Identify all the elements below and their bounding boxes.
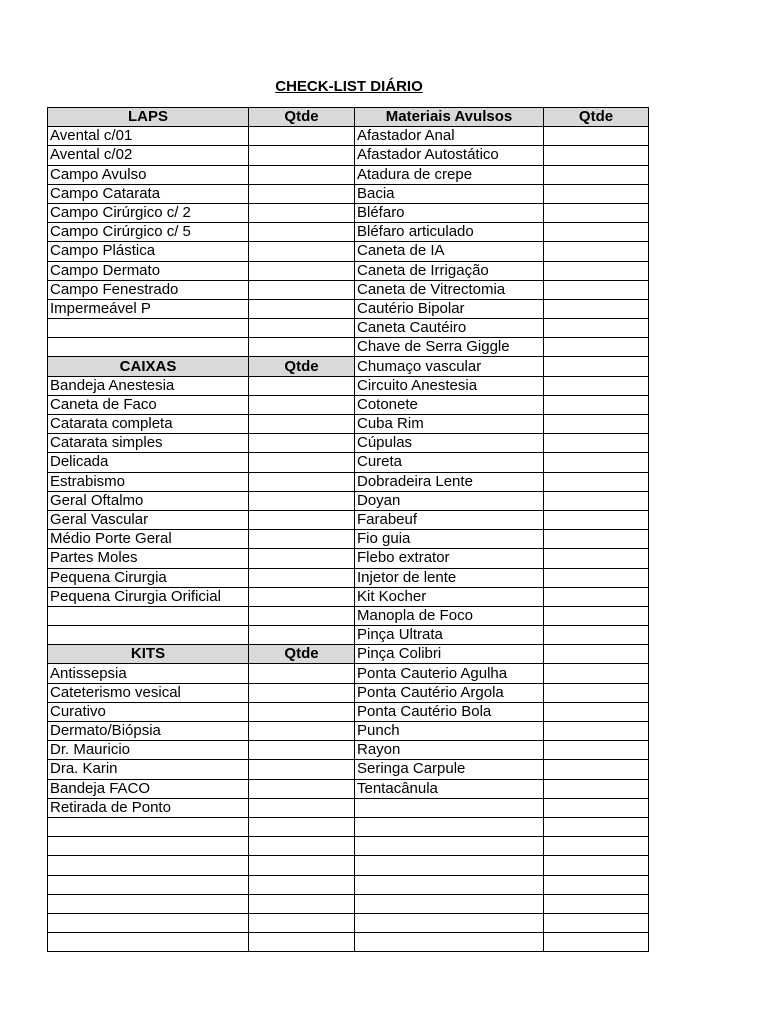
- table-row: [48, 338, 649, 357]
- qtde-cell[interactable]: [544, 510, 649, 529]
- item-name-cell: Bandeja Anestesia: [48, 376, 249, 395]
- item-name-cell: Avental c/02: [48, 146, 249, 165]
- qtde-cell[interactable]: [544, 434, 649, 453]
- item-name-cell: Fio guia: [355, 530, 544, 549]
- qtde-cell[interactable]: [544, 299, 649, 318]
- table-row: [48, 856, 649, 875]
- qtde-cell[interactable]: [249, 280, 355, 299]
- qtde-cell[interactable]: [249, 242, 355, 261]
- qtde-cell[interactable]: [249, 856, 355, 875]
- qtde-cell[interactable]: [544, 587, 649, 606]
- qtde-cell[interactable]: [544, 376, 649, 395]
- item-name-cell: Estrabismo: [48, 472, 249, 491]
- item-name-cell: Cotonete: [355, 395, 544, 414]
- item-name-cell: Caneta de Irrigação: [355, 261, 544, 280]
- qtde-cell[interactable]: [249, 664, 355, 683]
- table-row: [48, 472, 649, 491]
- qtde-cell[interactable]: [544, 798, 649, 817]
- item-name-cell: [355, 894, 544, 913]
- table-row: [48, 549, 649, 568]
- qtde-cell[interactable]: [544, 357, 649, 376]
- qtde-cell[interactable]: [249, 395, 355, 414]
- qtde-cell[interactable]: [544, 184, 649, 203]
- item-name-cell: Médio Porte Geral: [48, 530, 249, 549]
- item-name-cell: [355, 875, 544, 894]
- qtde-cell[interactable]: [249, 837, 355, 856]
- qtde-cell[interactable]: [544, 664, 649, 683]
- table-row: [48, 261, 649, 280]
- table-row: [48, 568, 649, 587]
- qtde-cell[interactable]: [544, 645, 649, 664]
- item-name-cell: Cuba Rim: [355, 415, 544, 434]
- item-name-cell: Catarata simples: [48, 434, 249, 453]
- qtde-cell[interactable]: [249, 779, 355, 798]
- item-name-cell: Campo Catarata: [48, 184, 249, 203]
- item-name-cell: [48, 933, 249, 952]
- section-header-kits: KITS: [48, 645, 249, 664]
- qtde-cell[interactable]: [249, 894, 355, 913]
- qtde-header: Qtde: [249, 357, 355, 376]
- item-name-cell: [355, 913, 544, 932]
- item-name-cell: Farabeuf: [355, 510, 544, 529]
- qtde-cell[interactable]: [249, 875, 355, 894]
- item-name-cell: [48, 837, 249, 856]
- qtde-cell[interactable]: [249, 722, 355, 741]
- item-name-cell: Caneta de Faco: [48, 395, 249, 414]
- qtde-cell[interactable]: [249, 683, 355, 702]
- item-name-cell: Atadura de crepe: [355, 165, 544, 184]
- item-name-cell: Dobradeira Lente: [355, 472, 544, 491]
- item-name-cell: Cúpulas: [355, 434, 544, 453]
- table-row: [48, 223, 649, 242]
- qtde-cell[interactable]: [544, 837, 649, 856]
- table-row: [48, 760, 649, 779]
- item-name-cell: Seringa Carpule: [355, 760, 544, 779]
- qtde-cell[interactable]: [249, 338, 355, 357]
- table-row: [48, 683, 649, 702]
- item-name-cell: Bacia: [355, 184, 544, 203]
- table-row: [48, 933, 649, 952]
- item-name-cell: Injetor de lente: [355, 568, 544, 587]
- qtde-cell[interactable]: [544, 606, 649, 625]
- item-name-cell: Geral Oftalmo: [48, 491, 249, 510]
- item-name-cell: Afastador Autostático: [355, 146, 544, 165]
- qtde-cell[interactable]: [544, 165, 649, 184]
- item-name-cell: Cautério Bipolar: [355, 299, 544, 318]
- table-row: [48, 395, 649, 414]
- qtde-cell[interactable]: [249, 319, 355, 338]
- qtde-cell[interactable]: [249, 510, 355, 529]
- qtde-cell[interactable]: [544, 722, 649, 741]
- table-row: [48, 530, 649, 549]
- item-name-cell: Campo Dermato: [48, 261, 249, 280]
- qtde-cell[interactable]: [249, 933, 355, 952]
- qtde-cell[interactable]: [249, 223, 355, 242]
- qtde-cell[interactable]: [249, 127, 355, 146]
- table-row: [48, 184, 649, 203]
- table-row: [48, 817, 649, 836]
- item-name-cell: Caneta de IA: [355, 242, 544, 261]
- qtde-cell[interactable]: [544, 568, 649, 587]
- item-name-cell: [355, 837, 544, 856]
- qtde-cell[interactable]: [544, 875, 649, 894]
- item-name-cell: Pequena Cirurgia Orificial: [48, 587, 249, 606]
- qtde-cell[interactable]: [249, 549, 355, 568]
- qtde-cell[interactable]: [544, 626, 649, 645]
- qtde-cell[interactable]: [544, 395, 649, 414]
- page-title: CHECK-LIST DIÁRIO: [275, 78, 423, 95]
- item-name-cell: Dr. Mauricio: [48, 741, 249, 760]
- qtde-cell[interactable]: [544, 760, 649, 779]
- item-name-cell: Doyan: [355, 491, 544, 510]
- qtde-cell[interactable]: [249, 434, 355, 453]
- qtde-header: Qtde: [249, 645, 355, 664]
- item-name-cell: Chumaço vascular: [355, 357, 544, 376]
- item-name-cell: [355, 798, 544, 817]
- section-header-caixas: CAIXAS: [48, 357, 249, 376]
- item-name-cell: Campo Avulso: [48, 165, 249, 184]
- item-name-cell: [48, 875, 249, 894]
- item-name-cell: Flebo extrator: [355, 549, 544, 568]
- item-name-cell: [48, 319, 249, 338]
- table-row: [48, 165, 649, 184]
- table-row: [48, 453, 649, 472]
- table-row: [48, 376, 649, 395]
- table-row: [48, 913, 649, 932]
- qtde-cell[interactable]: [249, 472, 355, 491]
- item-name-cell: Ponta Cautério Bola: [355, 702, 544, 721]
- item-name-cell: Pequena Cirurgia: [48, 568, 249, 587]
- table-row: [48, 798, 649, 817]
- qtde-cell[interactable]: [249, 913, 355, 932]
- table-row: [48, 434, 649, 453]
- qtde-cell[interactable]: [249, 261, 355, 280]
- table-row: [48, 837, 649, 856]
- qtde-cell[interactable]: [544, 817, 649, 836]
- qtde-cell[interactable]: [544, 933, 649, 952]
- item-name-cell: Catarata completa: [48, 415, 249, 434]
- qtde-cell[interactable]: [544, 530, 649, 549]
- qtde-cell[interactable]: [249, 741, 355, 760]
- qtde-cell[interactable]: [544, 913, 649, 932]
- table-row: [48, 242, 649, 261]
- table-row: [48, 664, 649, 683]
- item-name-cell: [48, 338, 249, 357]
- qtde-cell[interactable]: [249, 165, 355, 184]
- item-name-cell: Partes Moles: [48, 549, 249, 568]
- qtde-cell[interactable]: [544, 472, 649, 491]
- item-name-cell: Campo Cirúrgico c/ 5: [48, 223, 249, 242]
- qtde-cell[interactable]: [544, 549, 649, 568]
- qtde-cell[interactable]: [544, 779, 649, 798]
- item-name-cell: Curativo: [48, 702, 249, 721]
- qtde-cell[interactable]: [544, 127, 649, 146]
- checklist-table: [47, 107, 649, 952]
- qtde-cell[interactable]: [249, 702, 355, 721]
- qtde-cell[interactable]: [544, 223, 649, 242]
- table-row: [48, 280, 649, 299]
- item-name-cell: Ponta Cautério Argola: [355, 683, 544, 702]
- qtde-cell[interactable]: [544, 203, 649, 222]
- qtde-cell[interactable]: [544, 261, 649, 280]
- section-header-materiais: Materiais Avulsos: [355, 108, 544, 127]
- item-name-cell: Chave de Serra Giggle: [355, 338, 544, 357]
- table-row: [48, 894, 649, 913]
- item-name-cell: Manopla de Foco: [355, 606, 544, 625]
- item-name-cell: [48, 817, 249, 836]
- item-name-cell: Caneta de Vitrectomia: [355, 280, 544, 299]
- item-name-cell: [48, 606, 249, 625]
- qtde-cell[interactable]: [249, 203, 355, 222]
- qtde-cell[interactable]: [249, 146, 355, 165]
- item-name-cell: Retirada de Ponto: [48, 798, 249, 817]
- qtde-header: Qtde: [544, 108, 649, 127]
- item-name-cell: Dra. Karin: [48, 760, 249, 779]
- table-row: [48, 722, 649, 741]
- table-row: [48, 203, 649, 222]
- item-name-cell: Punch: [355, 722, 544, 741]
- qtde-cell[interactable]: [249, 184, 355, 203]
- table-row: [48, 415, 649, 434]
- table-row: [48, 510, 649, 529]
- item-name-cell: Geral Vascular: [48, 510, 249, 529]
- table-row: [48, 299, 649, 318]
- qtde-cell[interactable]: [249, 606, 355, 625]
- item-name-cell: Bléfaro articulado: [355, 223, 544, 242]
- qtde-cell[interactable]: [249, 568, 355, 587]
- item-name-cell: Kit Kocher: [355, 587, 544, 606]
- table-row: [48, 319, 649, 338]
- table-row: [48, 741, 649, 760]
- table-row: [48, 702, 649, 721]
- item-name-cell: [48, 894, 249, 913]
- qtde-cell[interactable]: [249, 626, 355, 645]
- qtde-cell[interactable]: [544, 856, 649, 875]
- item-name-cell: Delicada: [48, 453, 249, 472]
- item-name-cell: Campo Fenestrado: [48, 280, 249, 299]
- table-row: [48, 645, 649, 664]
- item-name-cell: Campo Cirúrgico c/ 2: [48, 203, 249, 222]
- table-row: [48, 146, 649, 165]
- item-name-cell: [355, 817, 544, 836]
- qtde-cell[interactable]: [249, 760, 355, 779]
- item-name-cell: Bléfaro: [355, 203, 544, 222]
- item-name-cell: Antissepsia: [48, 664, 249, 683]
- item-name-cell: Circuito Anestesia: [355, 376, 544, 395]
- table-row: [48, 875, 649, 894]
- qtde-cell[interactable]: [544, 242, 649, 261]
- item-name-cell: Pinça Colibri: [355, 645, 544, 664]
- qtde-cell[interactable]: [544, 894, 649, 913]
- table-row: [48, 606, 649, 625]
- item-name-cell: Tentacânula: [355, 779, 544, 798]
- qtde-cell[interactable]: [249, 491, 355, 510]
- table-row: [48, 626, 649, 645]
- qtde-cell[interactable]: [544, 280, 649, 299]
- qtde-cell[interactable]: [544, 741, 649, 760]
- item-name-cell: Caneta Cautéiro: [355, 319, 544, 338]
- table-row: [48, 357, 649, 376]
- table-row: [48, 587, 649, 606]
- qtde-cell[interactable]: [249, 817, 355, 836]
- item-name-cell: Avental c/01: [48, 127, 249, 146]
- qtde-cell[interactable]: [249, 415, 355, 434]
- qtde-cell[interactable]: [544, 453, 649, 472]
- item-name-cell: [355, 933, 544, 952]
- item-name-cell: [48, 626, 249, 645]
- item-name-cell: Cateterismo vesical: [48, 683, 249, 702]
- qtde-cell[interactable]: [544, 491, 649, 510]
- section-header-laps: LAPS: [48, 108, 249, 127]
- table-row: [48, 127, 649, 146]
- item-name-cell: Afastador Anal: [355, 127, 544, 146]
- qtde-cell[interactable]: [544, 702, 649, 721]
- qtde-cell[interactable]: [544, 146, 649, 165]
- item-name-cell: Dermato/Biópsia: [48, 722, 249, 741]
- item-name-cell: [48, 913, 249, 932]
- item-name-cell: Bandeja FACO: [48, 779, 249, 798]
- qtde-cell[interactable]: [249, 587, 355, 606]
- item-name-cell: Campo Plástica: [48, 242, 249, 261]
- qtde-cell[interactable]: [249, 299, 355, 318]
- qtde-header: Qtde: [249, 108, 355, 127]
- qtde-cell[interactable]: [249, 530, 355, 549]
- qtde-cell[interactable]: [544, 683, 649, 702]
- table-row: [48, 108, 649, 127]
- table-row: [48, 779, 649, 798]
- qtde-cell[interactable]: [249, 798, 355, 817]
- item-name-cell: [355, 856, 544, 875]
- qtde-cell[interactable]: [249, 453, 355, 472]
- item-name-cell: Pinça Ultrata: [355, 626, 544, 645]
- qtde-cell[interactable]: [544, 338, 649, 357]
- item-name-cell: Ponta Cauterio Agulha: [355, 664, 544, 683]
- qtde-cell[interactable]: [544, 319, 649, 338]
- item-name-cell: Rayon: [355, 741, 544, 760]
- table-row: [48, 491, 649, 510]
- qtde-cell[interactable]: [249, 376, 355, 395]
- item-name-cell: Cureta: [355, 453, 544, 472]
- item-name-cell: [48, 856, 249, 875]
- qtde-cell[interactable]: [544, 415, 649, 434]
- item-name-cell: Impermeável P: [48, 299, 249, 318]
